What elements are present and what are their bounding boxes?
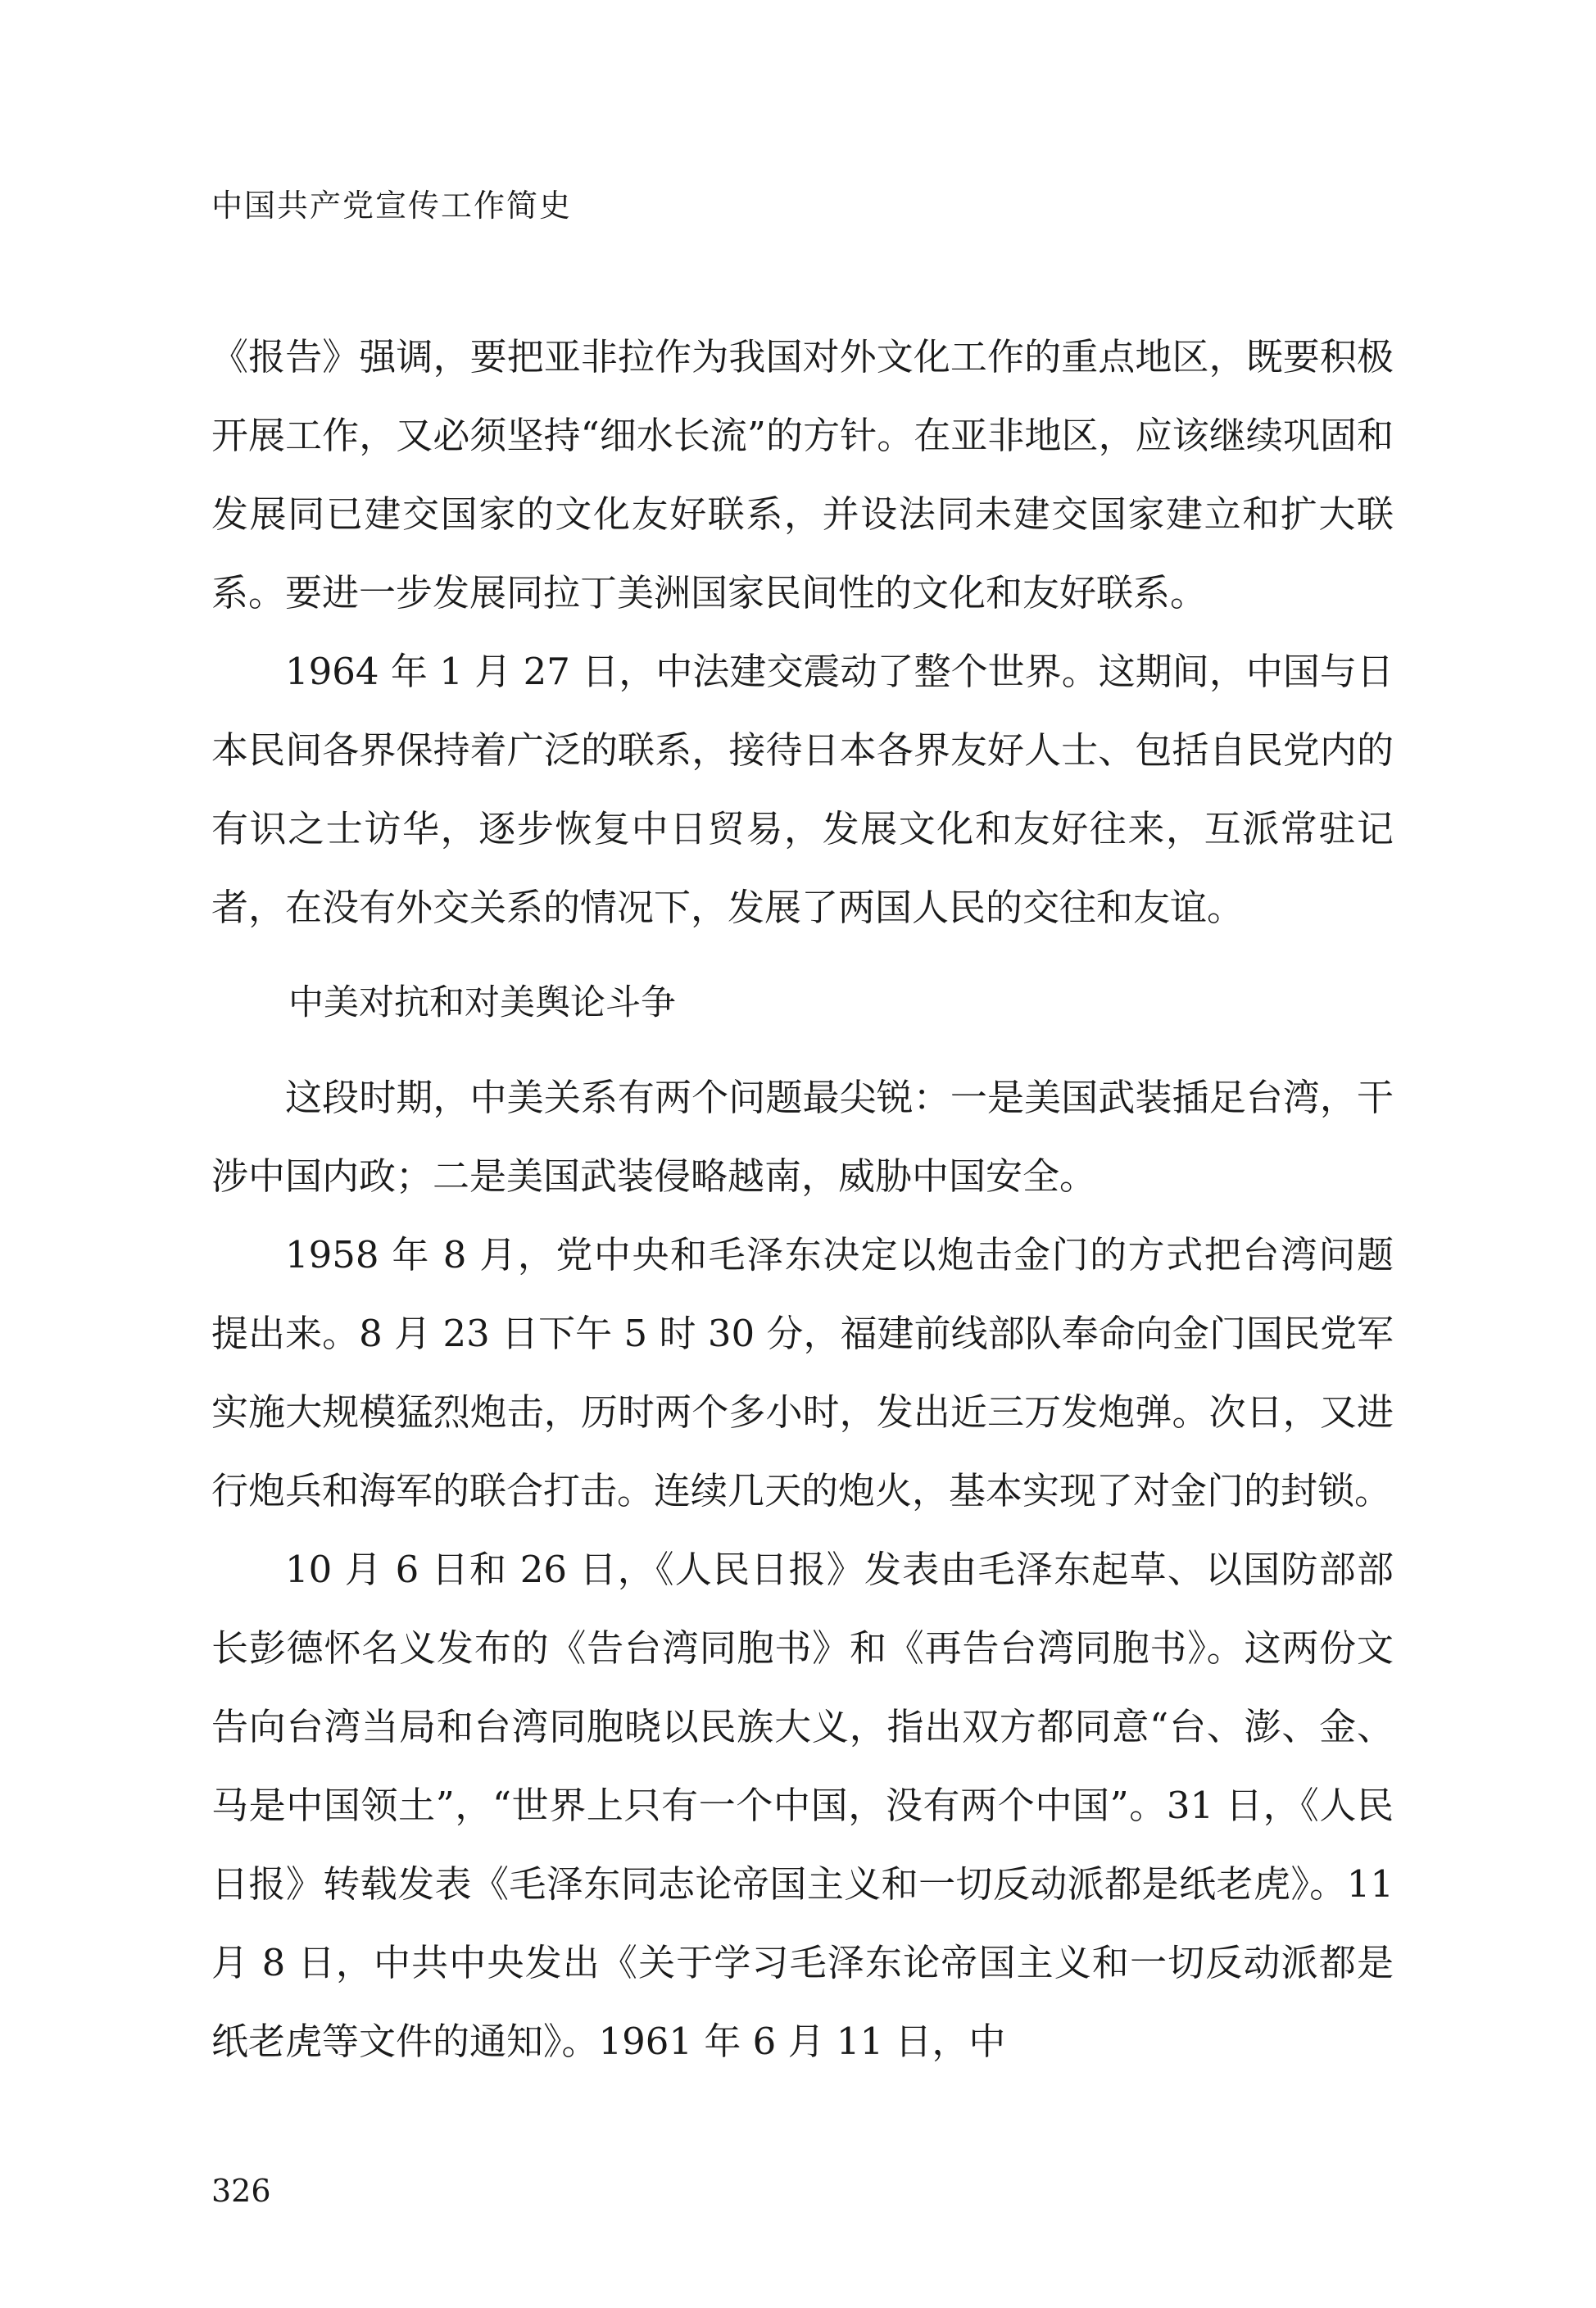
running-head: 中国共产党宣传工作简史 (211, 188, 573, 224)
paragraph-message-to-taiwan-compatriots: 10 月 6 日和 26 日，《人民日报》发表由毛泽东起草、以国防部部长彭德怀名义发布的《告台湾同胞书》和《再告台湾同胞书》。这两份文告向台湾当局和台湾同胞晓以民族大义，指出双方都同意“台、澎、金、马是中国领土”，“世界上只有一个中国，没有两个中国”。31 日，《人民日报》转载发表《毛泽东同志论帝国主义和一切反动派都是纸老虎》。11 月 8 日，中共中央发出《关于学习毛泽东论帝国主义和一切反动派都是纸老虎等文件的通知》。1961 年 6 月 11 日，中 (211, 1548, 1394, 2063)
paragraph-report-continued: 《报告》强调，要把亚非拉作为我国对外文化工作的重点地区，既要积极开展工作，又必须坚持“细水长流”的方针。在亚非地区，应该继续巩固和发展同已建交国家的文化友好联系，并设法同未建交国家建立和扩大联系。要进一步发展同拉丁美洲国家民间性的文化和友好联系。 (211, 335, 1394, 614)
section-heading: 中美对抗和对美舆论斗争 (288, 982, 676, 1023)
page-number: 326 (211, 2173, 271, 2209)
paragraph-sino-us-issues: 这段时期，中美关系有两个问题最尖锐：一是美国武装插足台湾，干涉中国内政；二是美国武装侵略越南，威胁中国安全。 (211, 1076, 1394, 1198)
paragraph-kinmen-bombardment: 1958 年 8 月，党中央和毛泽东决定以炮击金门的方式把台湾问题提出来。8 月 23 日下午 5 时 30 分，福建前线部队奉命向金门国民党军实施大规模猛烈炮击，历时两个多小时，发出近三万发炮弹。次日，又进行炮兵和海军的联合打击。连续几天的炮火，基本实现了对金门的封锁。 (211, 1233, 1394, 1512)
body-text (211, 318, 1394, 2081)
paragraph-sino-french-relations: 1964 年 1 月 27 日，中法建交震动了整个世界。这期间，中国与日本民间各界保持着广泛的联系，接待日本各界友好人士、包括自民党内的有识之士访华，逐步恢复中日贸易，发展文化和友好往来，互派常驻记者，在没有外交关系的情况下，发展了两国人民的交往和友谊。 (211, 650, 1394, 929)
